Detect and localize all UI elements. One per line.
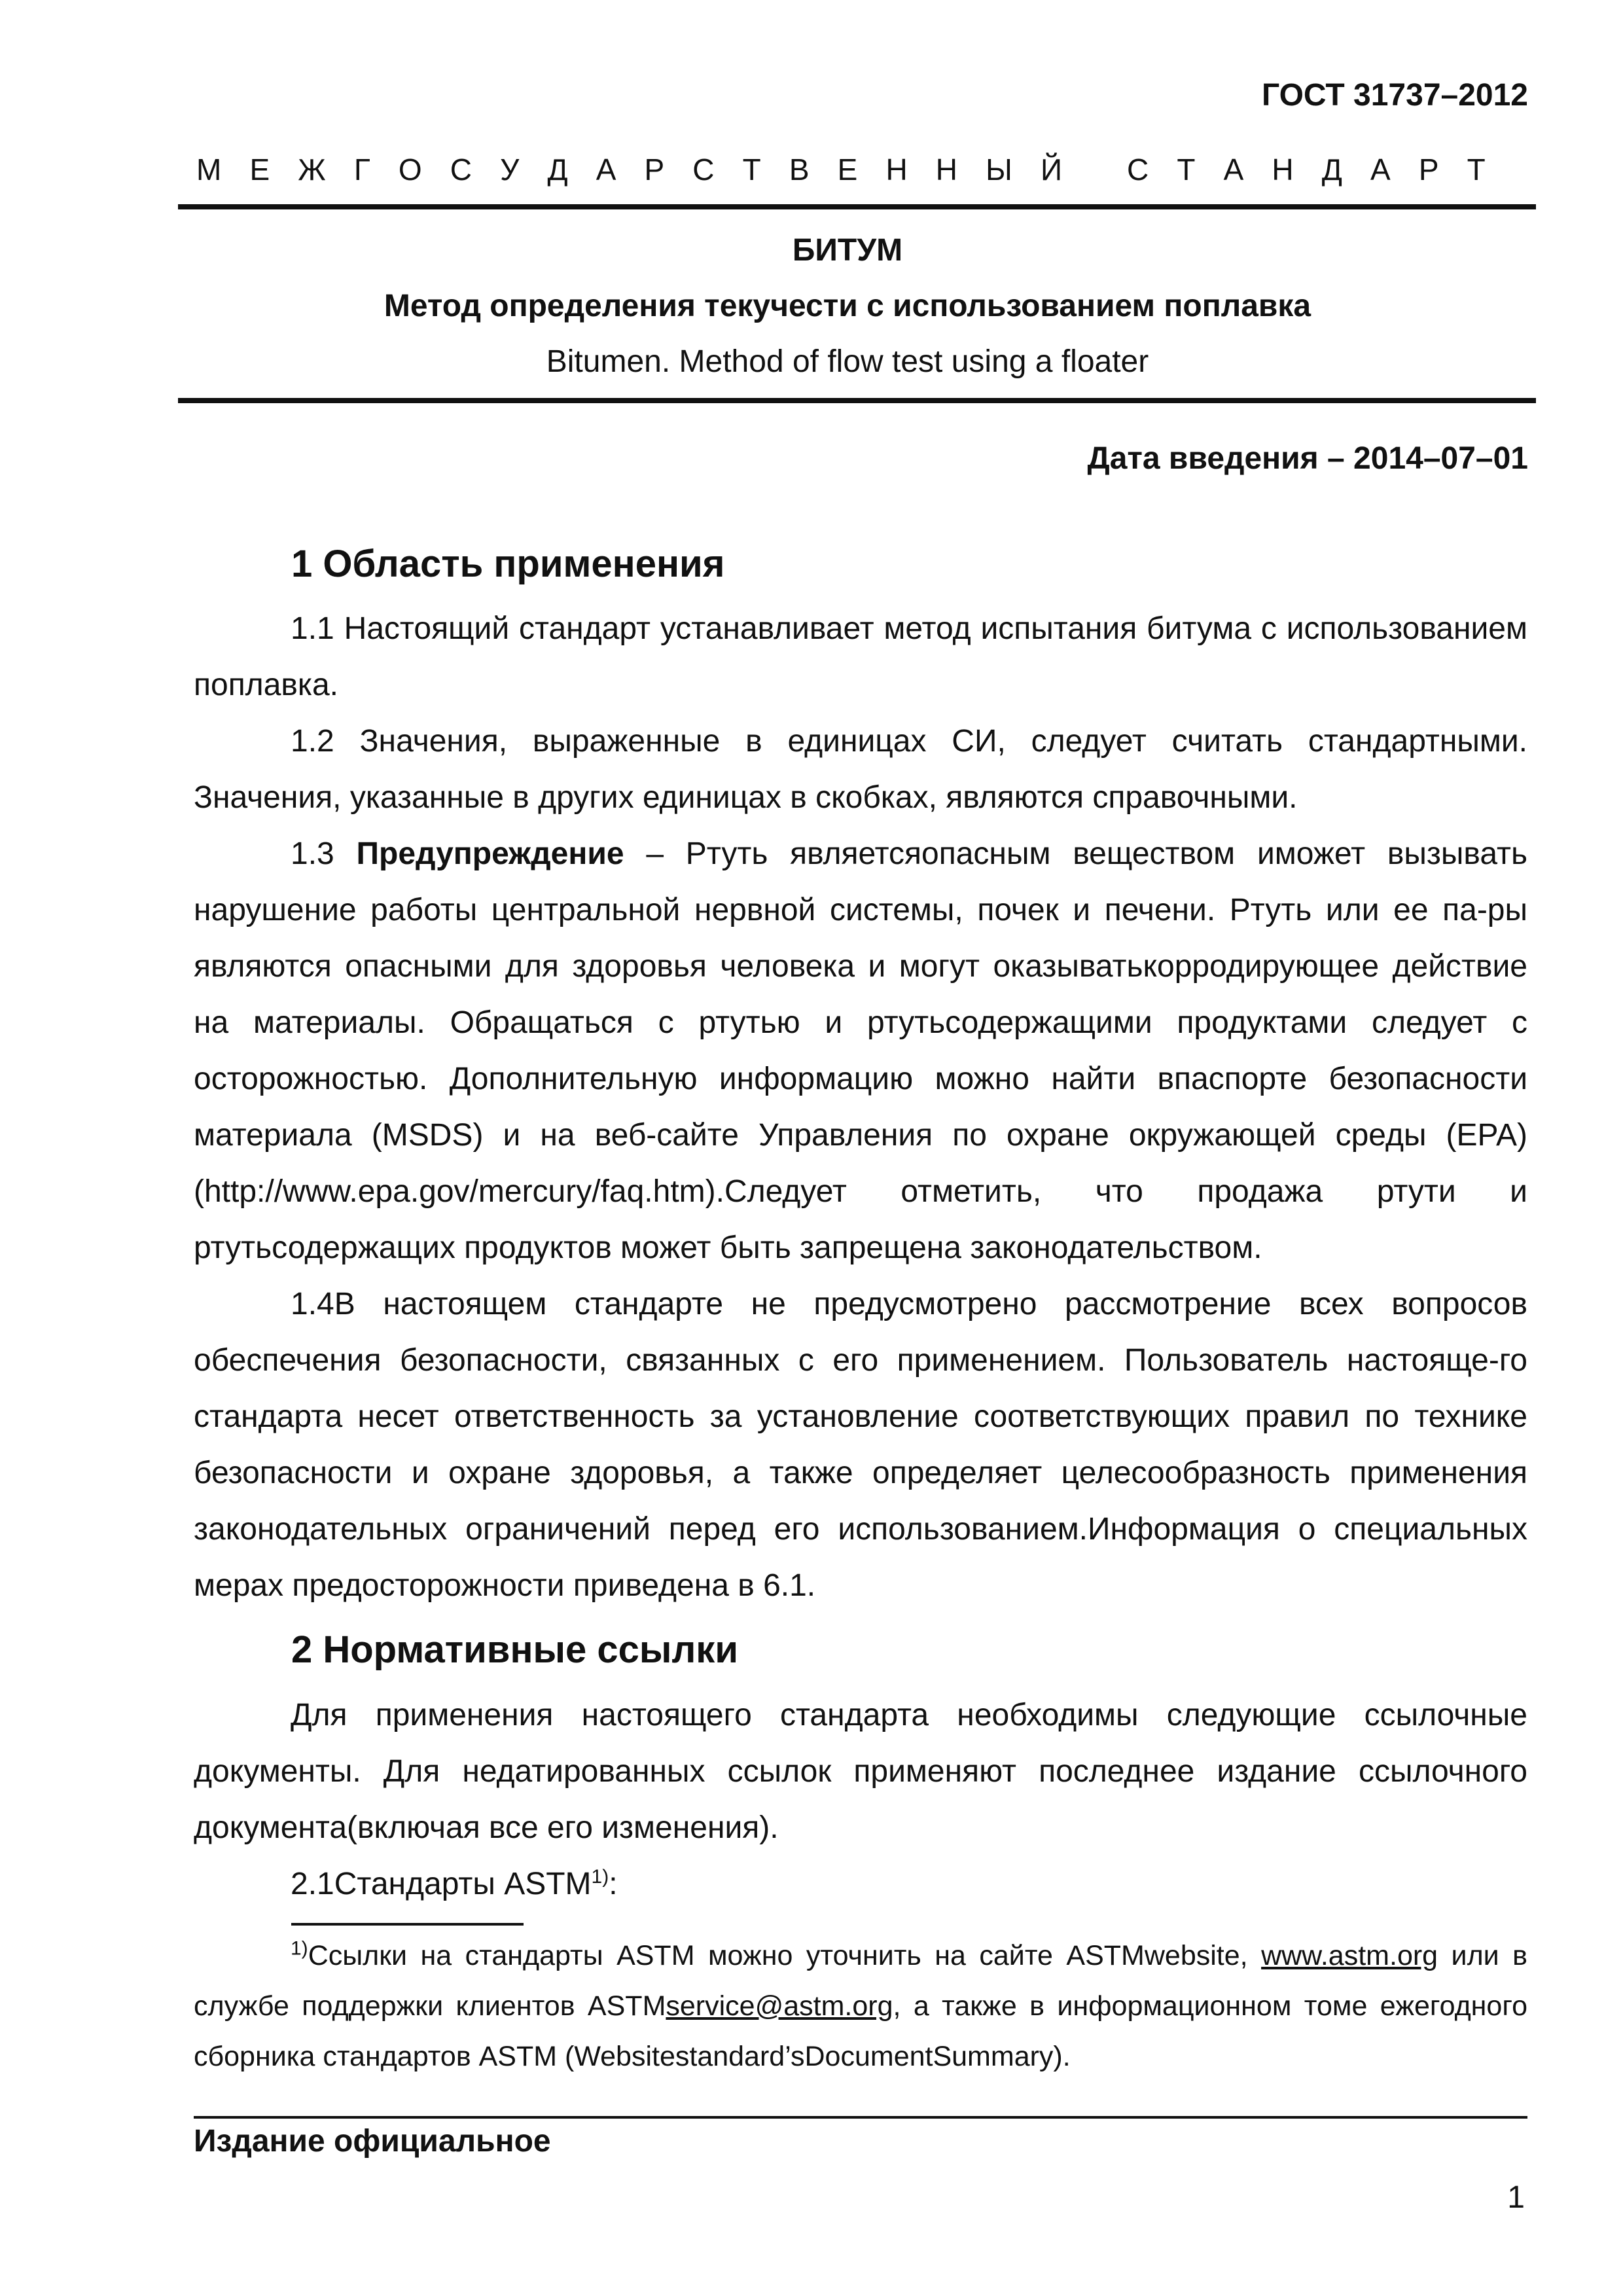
interstate-letter: У — [500, 152, 520, 187]
official-edition-label: Издание официальное — [194, 2124, 551, 2159]
header-rule-bottom — [178, 398, 1536, 403]
interstate-letter: Е — [837, 152, 858, 187]
interstate-letter: С — [450, 152, 472, 187]
paragraph-2-1-colon: : — [609, 1867, 618, 1901]
interstate-letter: С — [692, 152, 715, 187]
introduction-date: Дата введения – 2014–07–01 — [1087, 441, 1528, 476]
standard-subtitle: Метод определения текучести с использованием поплавка — [383, 289, 1311, 323]
astm-email-link[interactable]: service@astm.org — [666, 1990, 893, 2022]
footnote-reference: 1) — [591, 1866, 609, 1888]
standard-title: БИТУМ — [792, 233, 903, 268]
interstate-letter: Д — [547, 152, 568, 187]
interstate-letter: Г — [353, 152, 370, 187]
interstate-letter: Д — [1321, 152, 1342, 187]
footnote-separator — [291, 1923, 524, 1926]
section-1-heading: 1 Область применения — [291, 543, 725, 585]
paragraph-1-3 — [194, 826, 1527, 1276]
interstate-letter: С — [1127, 152, 1149, 187]
paragraph-2-1 — [194, 1856, 1527, 1912]
paragraph-1-1: 1.1 Настоящий стандарт устанавливает метод испытания битума с использованием поплавка. — [194, 611, 1527, 702]
interstate-letter: Н — [885, 152, 908, 187]
paragraph-2-1-text: 2.1Стандарты ASTM — [291, 1867, 592, 1901]
interstate-letter: Н — [935, 152, 958, 187]
footnote-marker: 1) — [291, 1937, 308, 1960]
interstate-letter: Н — [1272, 152, 1294, 187]
footer-rule — [194, 2116, 1527, 2119]
interstate-letter: А — [1223, 152, 1244, 187]
interstate-letter: М — [196, 152, 222, 187]
interstate-letter: Р — [1418, 152, 1439, 187]
interstate-letter: Р — [644, 152, 665, 187]
interstate-letter — [1090, 152, 1099, 187]
interstate-letter: А — [596, 152, 616, 187]
footnote-text-c: , а также в информационном томе ежегодного сборника стандартов ASTM (Websitestandard’sDocumentSummary). — [194, 1990, 1527, 2072]
interstate-letter: Ы — [986, 152, 1012, 187]
interstate-letter: Т — [1467, 152, 1486, 187]
footnote — [194, 1931, 1527, 2082]
interstate-standard-banner — [196, 152, 1486, 187]
interstate-letter: О — [398, 152, 422, 187]
section-2-heading: 2 Нормативные ссылки — [291, 1628, 738, 1671]
interstate-letter: Т — [742, 152, 761, 187]
document-code: ГОСТ 31737–2012 — [1262, 78, 1528, 113]
paragraph-1-2: 1.2 Значения, выраженные в единицах СИ, следует считать стандартными. Значения, указанные в других единицах в скобках, являются справочными. — [194, 724, 1527, 815]
page-number: 1 — [1507, 2180, 1525, 2215]
header-rule-top — [178, 204, 1536, 209]
paragraph-1-3-number: 1.3 — [291, 836, 357, 871]
astm-website-link[interactable]: www.astm.org — [1261, 1940, 1438, 1971]
interstate-letter: В — [789, 152, 810, 187]
interstate-letter: А — [1370, 152, 1391, 187]
interstate-letter: Ж — [298, 152, 326, 187]
standard-title-english: Bitumen. Method of flow test using a floater — [546, 344, 1149, 379]
footnote-text-b: или в службе поддержки клиентов ASTM — [194, 1940, 1527, 2022]
interstate-letter: Е — [249, 152, 270, 187]
interstate-letter: Й — [1040, 152, 1063, 187]
warning-label: Предупреждение — [356, 836, 624, 871]
paragraph-1-3-text: – Ртуть являетсяопасным веществом иможет вызывать нарушение работы центральной нервной системы, почек и печени. Ртуть или ее па-ры являются опасными для здоровья человека и могут оказыватькорродирующее действие на материалы. Обращаться с ртутью и ртутьсодержащими продуктами следует с осторожностью. Дополнительную информацию можно найти впаспорте безопасности материала (MSDS) и на веб-сайте Управления по охране окружающей среды (EPA) (http://www.epa.gov/mercury/faq.htm).Следует отметить, что продажа ртути и ртутьсодержащих продуктов может быть запрещена законодательством. — [194, 836, 1527, 1265]
paragraph-2-intro: Для применения настоящего стандарта необходимы следующие ссылочные документы. Для недатированных ссылок применяют последнее издание ссылочного документа(включая все его изменения). — [194, 1698, 1527, 1845]
interstate-letter: Т — [1177, 152, 1196, 187]
footnote-text-a: Ссылки на стандарты ASTM можно уточнить на сайте ASTMwebsite, — [308, 1940, 1262, 1971]
paragraph-1-4: 1.4В настоящем стандарте не предусмотрено рассмотрение всех вопросов обеспечения безопасности, связанных с его применением. Пользователь настояще-го стандарта несет ответственность за установление соответствующих правил по технике безопасности и охране здоровья, а также определяет целесообразность применения законодательных ограничений перед его использованием.Информация о специальных мерах предосторожности приведена в 6.1. — [194, 1287, 1527, 1603]
